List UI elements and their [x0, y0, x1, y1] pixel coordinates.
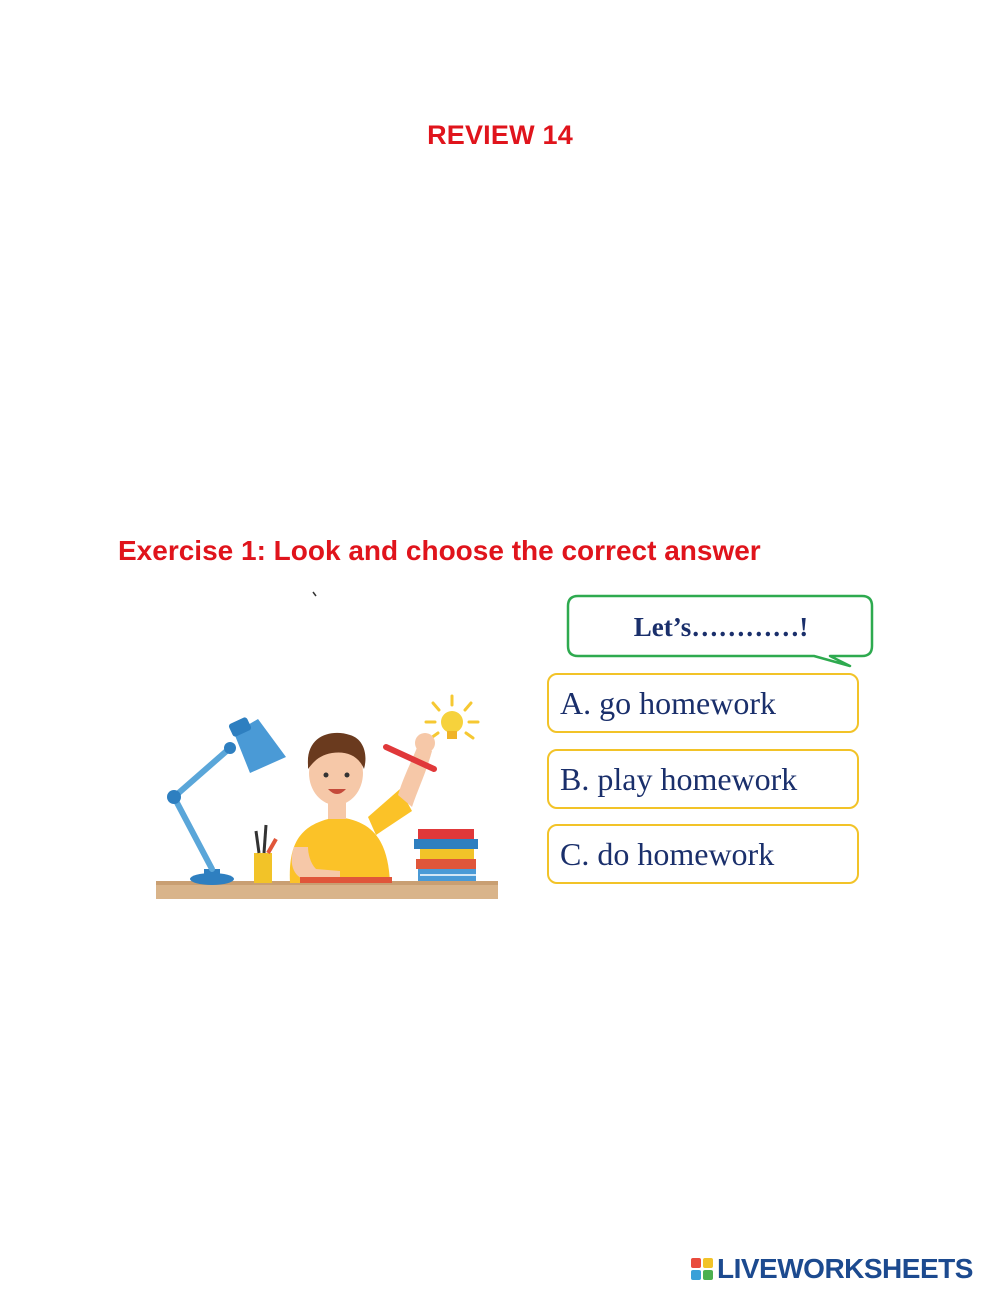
exercise-title: Exercise 1: Look and choose the correct answer — [118, 535, 761, 566]
brand-text: LIVEWORKSHEETS — [717, 1253, 973, 1284]
liveworksheets-brand — [690, 1252, 973, 1286]
liveworksheets-logo-icon — [690, 1257, 714, 1281]
option-b-button[interactable]: B. play homework — [547, 749, 859, 809]
boy-studying-at-desk-icon — [150, 585, 510, 905]
speech-text: Let’s…………! — [633, 612, 809, 642]
option-a-button[interactable]: A. go homework — [547, 673, 859, 733]
option-c-button[interactable]: C. do homework — [547, 824, 859, 884]
page-title: REVIEW 14 — [427, 120, 573, 150]
